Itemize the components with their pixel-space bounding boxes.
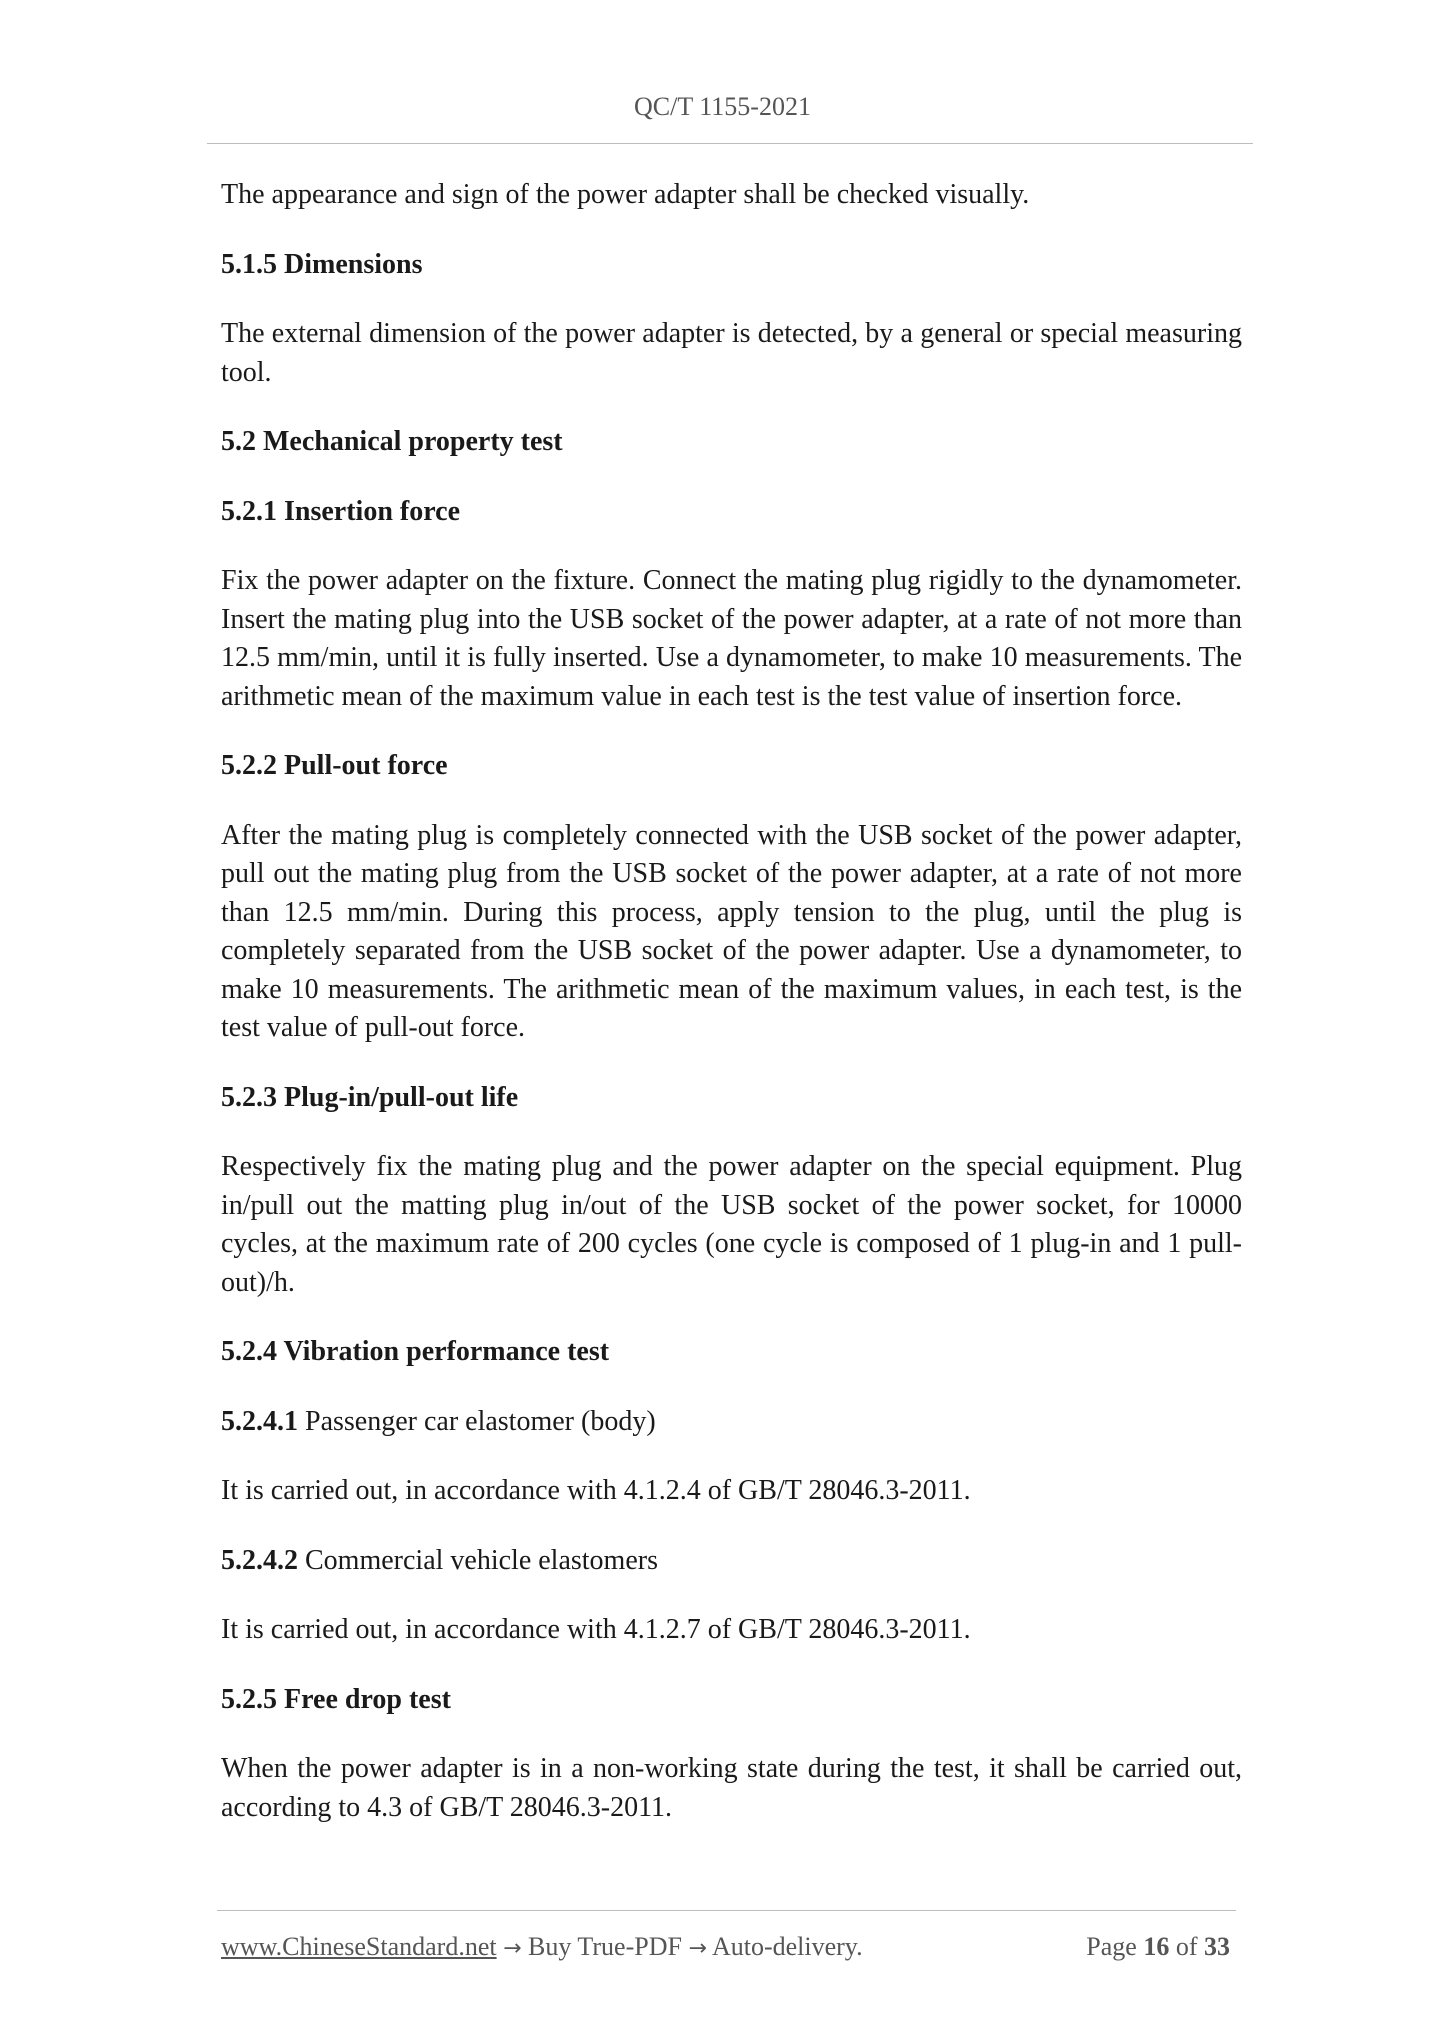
paragraph-insertion-force: Fix the power adapter on the fixture. Connect the mating plug rigidly to the dynamometer. Insert the mating plug into the USB socket of the power adapter, at a rate of not more than 12.5 mm/min, until it is fully inserted. Use a dynamometer, to make 10 measurements. The arithmetic mean of the maximum value in each test is the test value of insertion force. <box>221 565 1242 712</box>
heading-5-2-4-1 <box>221 1403 1242 1442</box>
paragraph-free-drop: When the power adapter is in a non-working state during the test, it shall be carried out, according to 4.3 of GB/T 28046.3-2011. <box>221 1753 1242 1823</box>
page-label: Page <box>1086 1932 1137 1961</box>
paragraph-passenger-car: It is carried out, in accordance with 4.1.2.4 of GB/T 28046.3-2011. <box>221 1475 971 1506</box>
header-divider <box>207 143 1253 144</box>
heading-5-1-5: 5.1.5 Dimensions <box>221 248 423 280</box>
buy-true-pdf-text: Buy True-PDF <box>528 1932 682 1961</box>
paragraph-pull-out-force: After the mating plug is completely connected with the USB socket of the power adapter, pull out the mating plug from the USB socket of the power adapter, at a rate of not more than 12.5 mm/min. During this process, apply tension to the plug, until the plug is completely separated from the USB socket of the power adapter. Use a dynamometer, to make 10 measurements. The arithmetic mean of the maximum values, in each test, is the test value of pull-out force. <box>221 819 1242 1043</box>
paragraph-plug-life: Respectively fix the mating plug and the power adapter on the special equipment. Plug in/pull out the matting plug in/out of the USB socket of the power socket, for 10000 cycles, at the maximum rate of 200 cycles (one cycle is composed of 1 plug-in and 1 pull-out)/h. <box>221 1151 1242 1298</box>
paragraph-dimensions: The external dimension of the power adapter is detected, by a general or special measuring tool. <box>221 318 1242 388</box>
footer-divider <box>217 1910 1236 1911</box>
page-total: 33 <box>1204 1932 1230 1961</box>
page-current: 16 <box>1143 1932 1170 1961</box>
paragraph-commercial-vehicle: It is carried out, in accordance with 4.1.2.7 of GB/T 28046.3-2011. <box>221 1614 971 1645</box>
arrow-right-icon: → <box>503 1936 522 1961</box>
clause-title: Passenger car elastomer (body) <box>298 1405 656 1437</box>
heading-5-2-4-2 <box>221 1542 1242 1581</box>
of-label: of <box>1175 1932 1198 1961</box>
heading-5-2-4: 5.2.4 Vibration performance test <box>221 1336 610 1367</box>
page-footer <box>221 1932 1236 1972</box>
clause-title: Commercial vehicle elastomers <box>298 1544 658 1576</box>
clause-number: 5.2.4.1 <box>221 1405 298 1437</box>
site-link[interactable]: www.ChineseStandard.net <box>221 1932 497 1961</box>
heading-5-2-5: 5.2.5 Free drop test <box>221 1683 451 1715</box>
heading-5-2-3: 5.2.3 Plug-in/pull-out life <box>221 1081 519 1113</box>
clause-number: 5.2.4.2 <box>221 1544 298 1576</box>
heading-5-2-2: 5.2.2 Pull-out force <box>221 750 448 781</box>
footer-links <box>221 1932 863 1962</box>
arrow-right-icon: → <box>688 1936 707 1961</box>
page-content <box>221 176 1242 1858</box>
auto-delivery-text: Auto-delivery. <box>711 1932 863 1961</box>
heading-5-2-1: 5.2.1 Insertion force <box>221 495 460 527</box>
page-header: QC/T 1155-2021 <box>634 92 811 121</box>
page-number <box>1086 1932 1230 1962</box>
heading-5-2: 5.2 Mechanical property test <box>221 426 563 457</box>
paragraph-appearance: The appearance and sign of the power adapter shall be checked visually. <box>221 179 1030 210</box>
